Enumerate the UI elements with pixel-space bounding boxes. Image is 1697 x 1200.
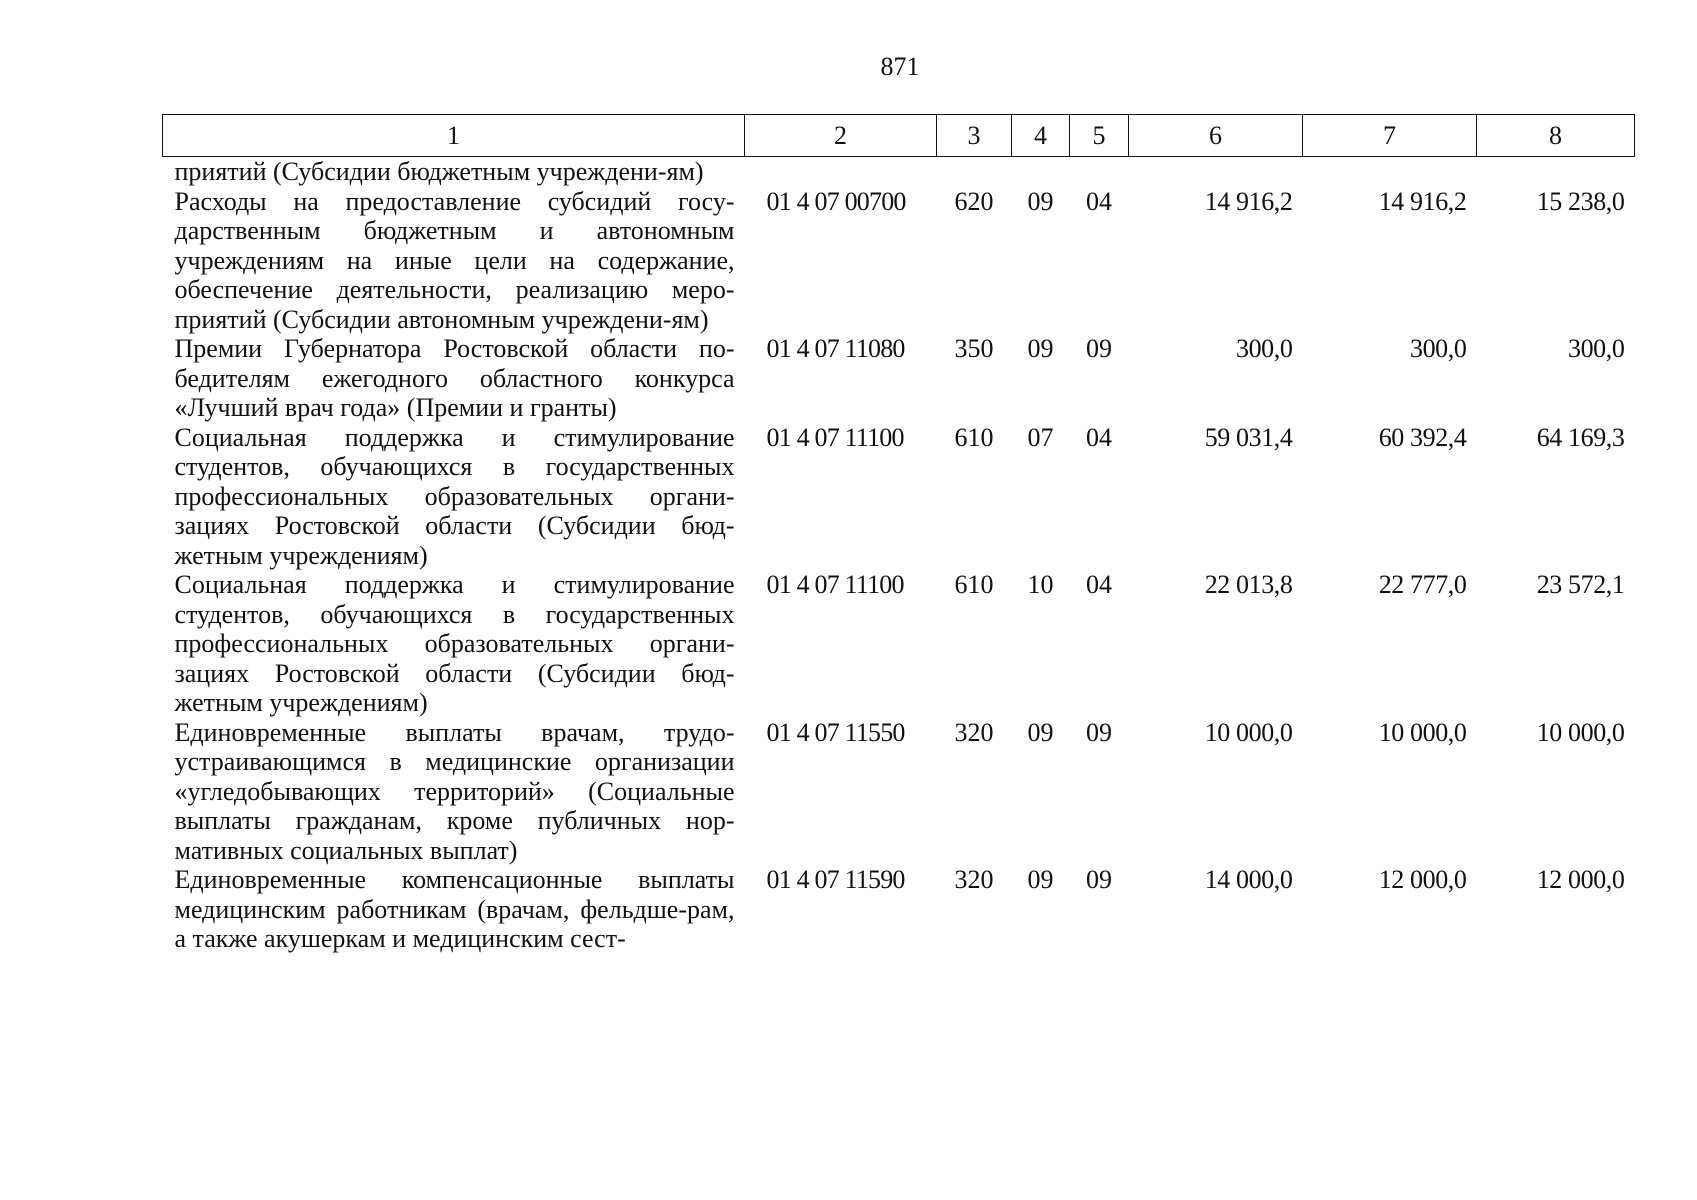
row-classification-code: 01 4 07 11100: [766, 570, 904, 599]
row-expense-type: 350: [954, 334, 994, 363]
table-row: [163, 157, 1635, 187]
row-section: [1012, 157, 1070, 187]
row-description: Единовременные компенсационные выплаты медицинским работникам (врачам, фельдше-рам, а также акушеркам и медицинским сест-: [174, 865, 735, 953]
row-description: Социальная поддержка и стимулирование студентов, обучающихся в государственных профессиональных образовательных органи-зациях Ростовской области (Субсидии бюд-жетным учреждениям): [174, 422, 735, 570]
row-amount-col7: 14 916,2: [1378, 186, 1467, 216]
row-description: Премии Губернатора Ростовской области по-бедителям ежегодного областного конкурса «Лучший врач года» (Премии и гранты): [174, 334, 735, 422]
row-expense-type: 610: [954, 422, 994, 452]
row-classification-code: 01 4 07 11590: [766, 865, 905, 894]
row-expense-type: 320: [954, 717, 994, 747]
row-amount-col7: 60 392,4: [1378, 422, 1467, 452]
page-number: 871: [880, 52, 920, 81]
row-subsection: [1070, 157, 1129, 187]
row-amount-col8: 12 000,0: [1536, 865, 1625, 894]
row-classification-code: 01 4 07 11100: [766, 422, 904, 452]
header-col-1: 1: [163, 115, 745, 157]
row-description: Единовременные выплаты врачам, трудо-устраивающимся в медицинские организации «угледобывающих территорий» (Социальные выплаты гражданам, кроме публичных нор-мативных социальных выплат): [174, 717, 735, 865]
table-row: [163, 570, 1635, 718]
row-classification-code: 01 4 07 11550: [766, 717, 905, 747]
row-subsection: 09: [1086, 865, 1112, 894]
table-row: [163, 423, 1635, 571]
row-amount-col6: 14 000,0: [1204, 865, 1293, 894]
budget-table: [162, 114, 1635, 954]
row-amount-col8: 300,0: [1567, 334, 1625, 363]
header-col-3: 3: [937, 115, 1012, 157]
row-amount-col7: 12 000,0: [1378, 865, 1467, 894]
row-amount-col8: 15 238,0: [1536, 186, 1625, 216]
header-row: [163, 115, 1635, 157]
row-subsection: 04: [1086, 570, 1112, 599]
row-amount-col7: [1303, 157, 1477, 187]
header-col-7: 7: [1303, 115, 1477, 157]
row-amount-col6: 10 000,0: [1204, 717, 1293, 747]
table-row: [163, 334, 1635, 423]
row-classification-code: 01 4 07 00700: [766, 186, 906, 216]
row-expense-type: [937, 157, 1012, 187]
row-amount-col8: 10 000,0: [1536, 717, 1625, 747]
row-classification-code: 01 4 07 11080: [766, 334, 905, 363]
row-amount-col6: 14 916,2: [1204, 186, 1293, 216]
row-description: Социальная поддержка и стимулирование студентов, обучающихся в государственных профессиональных образовательных органи-зациях Ростовской области (Субсидии бюд-жетным учреждениям): [174, 570, 735, 717]
row-amount-col6: 300,0: [1235, 334, 1293, 363]
row-expense-type: 320: [954, 865, 994, 894]
row-amount-col8: [1477, 157, 1635, 187]
row-subsection: 09: [1086, 334, 1112, 363]
row-amount-col6: [1129, 157, 1303, 187]
row-section: 09: [1027, 717, 1054, 747]
row-amount-col6: 22 013,8: [1204, 570, 1293, 599]
row-subsection: 04: [1086, 422, 1112, 452]
row-section: 09: [1027, 186, 1054, 216]
header-col-2: 2: [745, 115, 937, 157]
row-amount-col8: 64 169,3: [1536, 422, 1625, 452]
header-col-6: 6: [1129, 115, 1303, 157]
row-amount-col8: 23 572,1: [1536, 570, 1625, 599]
header-col-4: 4: [1012, 115, 1070, 157]
row-amount-col7: 300,0: [1409, 334, 1467, 363]
header-col-8: 8: [1477, 115, 1635, 157]
row-section: 10: [1027, 570, 1054, 599]
row-amount-col7: 22 777,0: [1378, 570, 1467, 599]
row-section: 07: [1027, 422, 1054, 452]
table-body: [163, 157, 1635, 954]
row-section: 09: [1027, 334, 1054, 363]
row-subsection: 04: [1086, 186, 1112, 216]
table-row: [163, 187, 1635, 335]
row-subsection: 09: [1086, 717, 1112, 747]
row-expense-type: 620: [954, 186, 994, 216]
row-classification-code: [745, 157, 937, 187]
table-row: [163, 718, 1635, 866]
header-col-5: 5: [1070, 115, 1129, 157]
row-amount-col7: 10 000,0: [1378, 717, 1467, 747]
table-row: [163, 865, 1635, 954]
row-description: Расходы на предоставление субсидий госу-дарственным бюджетным и автономным учреждениям на иные цели на содержание, обеспечение деятельности, реализацию меро-приятий (Субсидии автономным учреждени-ям): [174, 186, 735, 334]
row-description: приятий (Субсидии бюджетным учреждени-ям): [174, 157, 704, 186]
row-amount-col6: 59 031,4: [1204, 422, 1293, 452]
row-expense-type: 610: [954, 570, 994, 599]
table-header: [163, 115, 1635, 157]
row-section: 09: [1027, 865, 1054, 894]
